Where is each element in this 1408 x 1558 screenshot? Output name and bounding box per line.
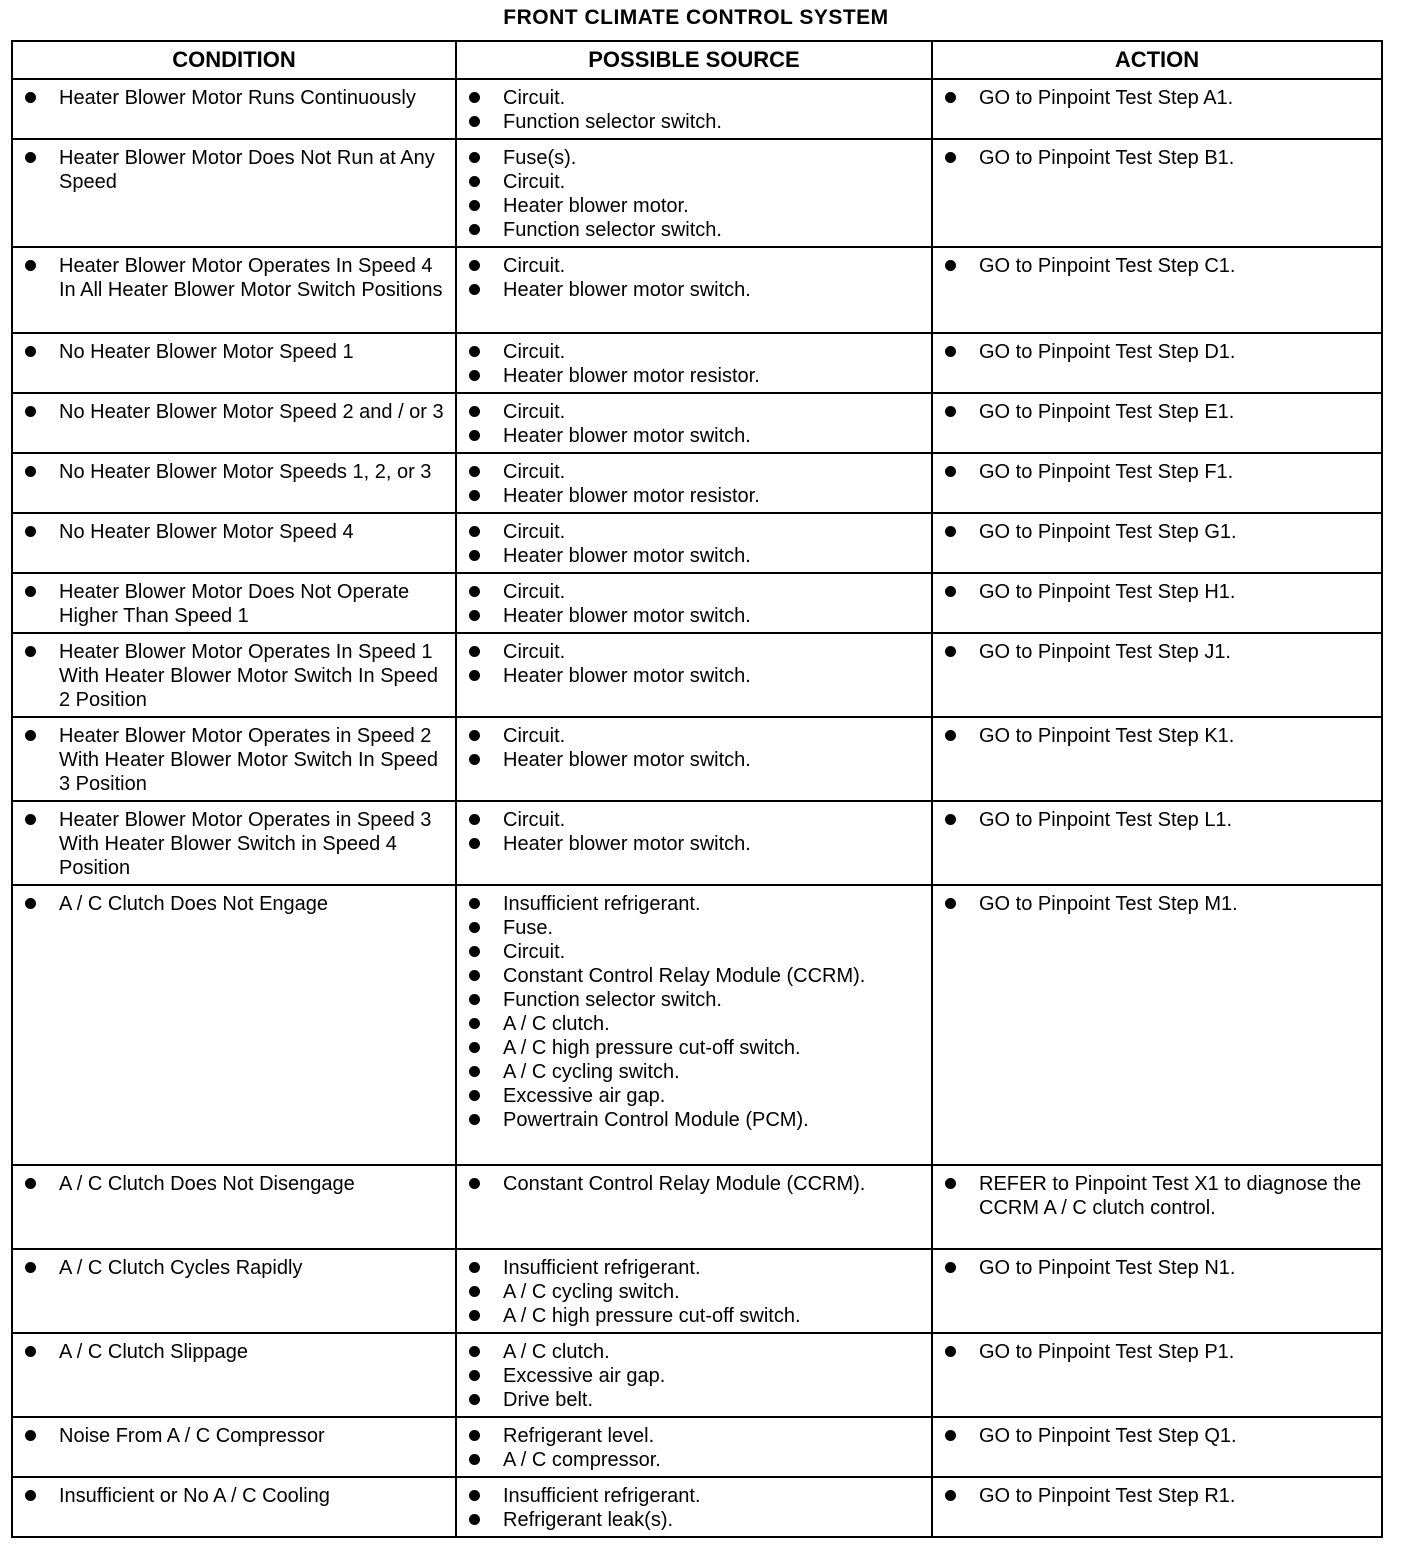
source-item: Heater blower motor. [465, 194, 923, 218]
action-text: GO to Pinpoint Test Step K1. [941, 724, 1373, 748]
source-item: A / C compressor. [465, 1448, 923, 1472]
condition-cell [12, 79, 456, 139]
source-cell [456, 453, 932, 513]
table-row [12, 453, 1382, 513]
source-item: Heater blower motor switch. [465, 278, 923, 302]
action-cell [932, 79, 1382, 139]
source-item: Heater blower motor resistor. [465, 364, 923, 388]
source-item: Refrigerant level. [465, 1424, 923, 1448]
condition-text: A / C Clutch Slippage [21, 1340, 447, 1364]
action-text: GO to Pinpoint Test Step C1. [941, 254, 1373, 278]
source-item: Circuit. [465, 340, 923, 364]
action-text: REFER to Pinpoint Test X1 to diagnose the CCRM A / C clutch control. [941, 1172, 1373, 1220]
action-text: GO to Pinpoint Test Step P1. [941, 1340, 1373, 1364]
source-column-header: POSSIBLE SOURCE [456, 41, 932, 79]
table-row [12, 393, 1382, 453]
table-row [12, 79, 1382, 139]
condition-cell [12, 717, 456, 801]
condition-text: Heater Blower Motor Does Not Run at Any Speed [21, 146, 447, 194]
source-cell [456, 333, 932, 393]
source-item: Function selector switch. [465, 988, 923, 1012]
source-item: A / C cycling switch. [465, 1280, 923, 1304]
action-cell [932, 717, 1382, 801]
source-cell [456, 1477, 932, 1537]
table-row [12, 1249, 1382, 1333]
action-cell [932, 247, 1382, 333]
source-item: Insufficient refrigerant. [465, 1256, 923, 1280]
source-cell [456, 393, 932, 453]
table-row [12, 885, 1382, 1165]
action-text: GO to Pinpoint Test Step N1. [941, 1256, 1373, 1280]
condition-cell [12, 1165, 456, 1249]
action-column-header: ACTION [932, 41, 1382, 79]
source-item: Circuit. [465, 460, 923, 484]
source-item: Circuit. [465, 520, 923, 544]
table-header-row [12, 41, 1382, 79]
condition-text: A / C Clutch Does Not Disengage [21, 1172, 447, 1196]
source-item: Function selector switch. [465, 218, 923, 242]
condition-cell [12, 801, 456, 885]
action-cell [932, 513, 1382, 573]
source-item: A / C clutch. [465, 1340, 923, 1364]
source-item: Heater blower motor switch. [465, 748, 923, 772]
action-cell [932, 453, 1382, 513]
source-item: Drive belt. [465, 1388, 923, 1412]
source-item: Fuse. [465, 916, 923, 940]
source-item: Heater blower motor switch. [465, 664, 923, 688]
source-item: Powertrain Control Module (PCM). [465, 1108, 923, 1132]
condition-cell [12, 633, 456, 717]
condition-text: Insufficient or No A / C Cooling [21, 1484, 447, 1508]
action-text: GO to Pinpoint Test Step L1. [941, 808, 1373, 832]
table-row [12, 633, 1382, 717]
table-row [12, 247, 1382, 333]
table-body [12, 79, 1382, 1537]
action-cell [932, 1333, 1382, 1417]
condition-text: No Heater Blower Motor Speeds 1, 2, or 3 [21, 460, 447, 484]
condition-cell [12, 453, 456, 513]
source-item: Circuit. [465, 640, 923, 664]
source-item: Insufficient refrigerant. [465, 1484, 923, 1508]
condition-text: Noise From A / C Compressor [21, 1424, 447, 1448]
condition-cell [12, 573, 456, 633]
page-title: FRONT CLIMATE CONTROL SYSTEM [503, 6, 889, 29]
source-item: Heater blower motor switch. [465, 424, 923, 448]
action-cell [932, 1249, 1382, 1333]
condition-text: No Heater Blower Motor Speed 1 [21, 340, 447, 364]
table-row [12, 513, 1382, 573]
source-cell [456, 247, 932, 333]
table-row [12, 801, 1382, 885]
action-text: GO to Pinpoint Test Step D1. [941, 340, 1373, 364]
source-item: Insufficient refrigerant. [465, 892, 923, 916]
source-cell [456, 717, 932, 801]
action-cell [932, 139, 1382, 247]
source-item: Refrigerant leak(s). [465, 1508, 923, 1532]
table-row [12, 1333, 1382, 1417]
table-row [12, 717, 1382, 801]
source-item: Circuit. [465, 170, 923, 194]
action-text: GO to Pinpoint Test Step J1. [941, 640, 1373, 664]
source-cell [456, 1249, 932, 1333]
action-text: GO to Pinpoint Test Step F1. [941, 460, 1373, 484]
condition-cell [12, 247, 456, 333]
condition-cell [12, 1333, 456, 1417]
source-cell [456, 139, 932, 247]
source-item: Heater blower motor switch. [465, 832, 923, 856]
source-item: Excessive air gap. [465, 1084, 923, 1108]
action-cell [932, 885, 1382, 1165]
condition-cell [12, 1417, 456, 1477]
condition-cell [12, 1249, 456, 1333]
action-cell [932, 633, 1382, 717]
condition-cell [12, 139, 456, 247]
condition-column-header: CONDITION [12, 41, 456, 79]
source-item: Circuit. [465, 940, 923, 964]
source-cell [456, 801, 932, 885]
action-cell [932, 1165, 1382, 1249]
table-row [12, 333, 1382, 393]
source-cell [456, 79, 932, 139]
condition-cell [12, 333, 456, 393]
source-cell [456, 1333, 932, 1417]
condition-cell [12, 885, 456, 1165]
source-item: Circuit. [465, 724, 923, 748]
action-text: GO to Pinpoint Test Step Q1. [941, 1424, 1373, 1448]
action-cell [932, 573, 1382, 633]
source-item: Circuit. [465, 254, 923, 278]
source-cell [456, 573, 932, 633]
condition-text: A / C Clutch Does Not Engage [21, 892, 447, 916]
source-cell [456, 1417, 932, 1477]
source-cell [456, 633, 932, 717]
condition-text: Heater Blower Motor Operates in Speed 2 With Heater Blower Motor Switch In Speed 3 Position [21, 724, 447, 796]
condition-cell [12, 513, 456, 573]
source-cell [456, 513, 932, 573]
action-text: GO to Pinpoint Test Step H1. [941, 580, 1373, 604]
source-item: A / C clutch. [465, 1012, 923, 1036]
diagnosis-table [11, 40, 1383, 1538]
table-row [12, 1477, 1382, 1537]
condition-text: Heater Blower Motor Operates In Speed 1 With Heater Blower Motor Switch In Speed 2 Position [21, 640, 447, 712]
action-text: GO to Pinpoint Test Step B1. [941, 146, 1373, 170]
action-cell [932, 801, 1382, 885]
table-row [12, 1165, 1382, 1249]
action-cell [932, 393, 1382, 453]
source-cell [456, 1165, 932, 1249]
condition-cell [12, 393, 456, 453]
source-item: A / C high pressure cut-off switch. [465, 1304, 923, 1328]
condition-text: Heater Blower Motor Operates in Speed 3 With Heater Blower Switch in Speed 4 Position [21, 808, 447, 880]
condition-text: No Heater Blower Motor Speed 2 and / or 3 [21, 400, 447, 424]
source-item: Circuit. [465, 580, 923, 604]
source-item: Constant Control Relay Module (CCRM). [465, 964, 923, 988]
source-item: Heater blower motor switch. [465, 604, 923, 628]
source-item: Circuit. [465, 400, 923, 424]
condition-text: A / C Clutch Cycles Rapidly [21, 1256, 447, 1280]
source-item: Function selector switch. [465, 110, 923, 134]
source-item: A / C high pressure cut-off switch. [465, 1036, 923, 1060]
source-item: Constant Control Relay Module (CCRM). [465, 1172, 923, 1196]
condition-text: No Heater Blower Motor Speed 4 [21, 520, 447, 544]
table-row [12, 139, 1382, 247]
action-text: GO to Pinpoint Test Step R1. [941, 1484, 1373, 1508]
condition-text: Heater Blower Motor Does Not Operate Higher Than Speed 1 [21, 580, 447, 628]
table-row [12, 573, 1382, 633]
action-text: GO to Pinpoint Test Step M1. [941, 892, 1373, 916]
source-item: Heater blower motor switch. [465, 544, 923, 568]
action-text: GO to Pinpoint Test Step E1. [941, 400, 1373, 424]
source-item: Heater blower motor resistor. [465, 484, 923, 508]
source-cell [456, 885, 932, 1165]
source-item: Circuit. [465, 808, 923, 832]
condition-text: Heater Blower Motor Operates In Speed 4 In All Heater Blower Motor Switch Positions [21, 254, 447, 302]
action-text: GO to Pinpoint Test Step G1. [941, 520, 1373, 544]
table-row [12, 1417, 1382, 1477]
source-item: A / C cycling switch. [465, 1060, 923, 1084]
source-item: Excessive air gap. [465, 1364, 923, 1388]
action-cell [932, 333, 1382, 393]
action-cell [932, 1417, 1382, 1477]
source-item: Fuse(s). [465, 146, 923, 170]
condition-cell [12, 1477, 456, 1537]
action-text: GO to Pinpoint Test Step A1. [941, 86, 1373, 110]
condition-text: Heater Blower Motor Runs Continuously [21, 86, 447, 110]
source-item: Circuit. [465, 86, 923, 110]
action-cell [932, 1477, 1382, 1537]
